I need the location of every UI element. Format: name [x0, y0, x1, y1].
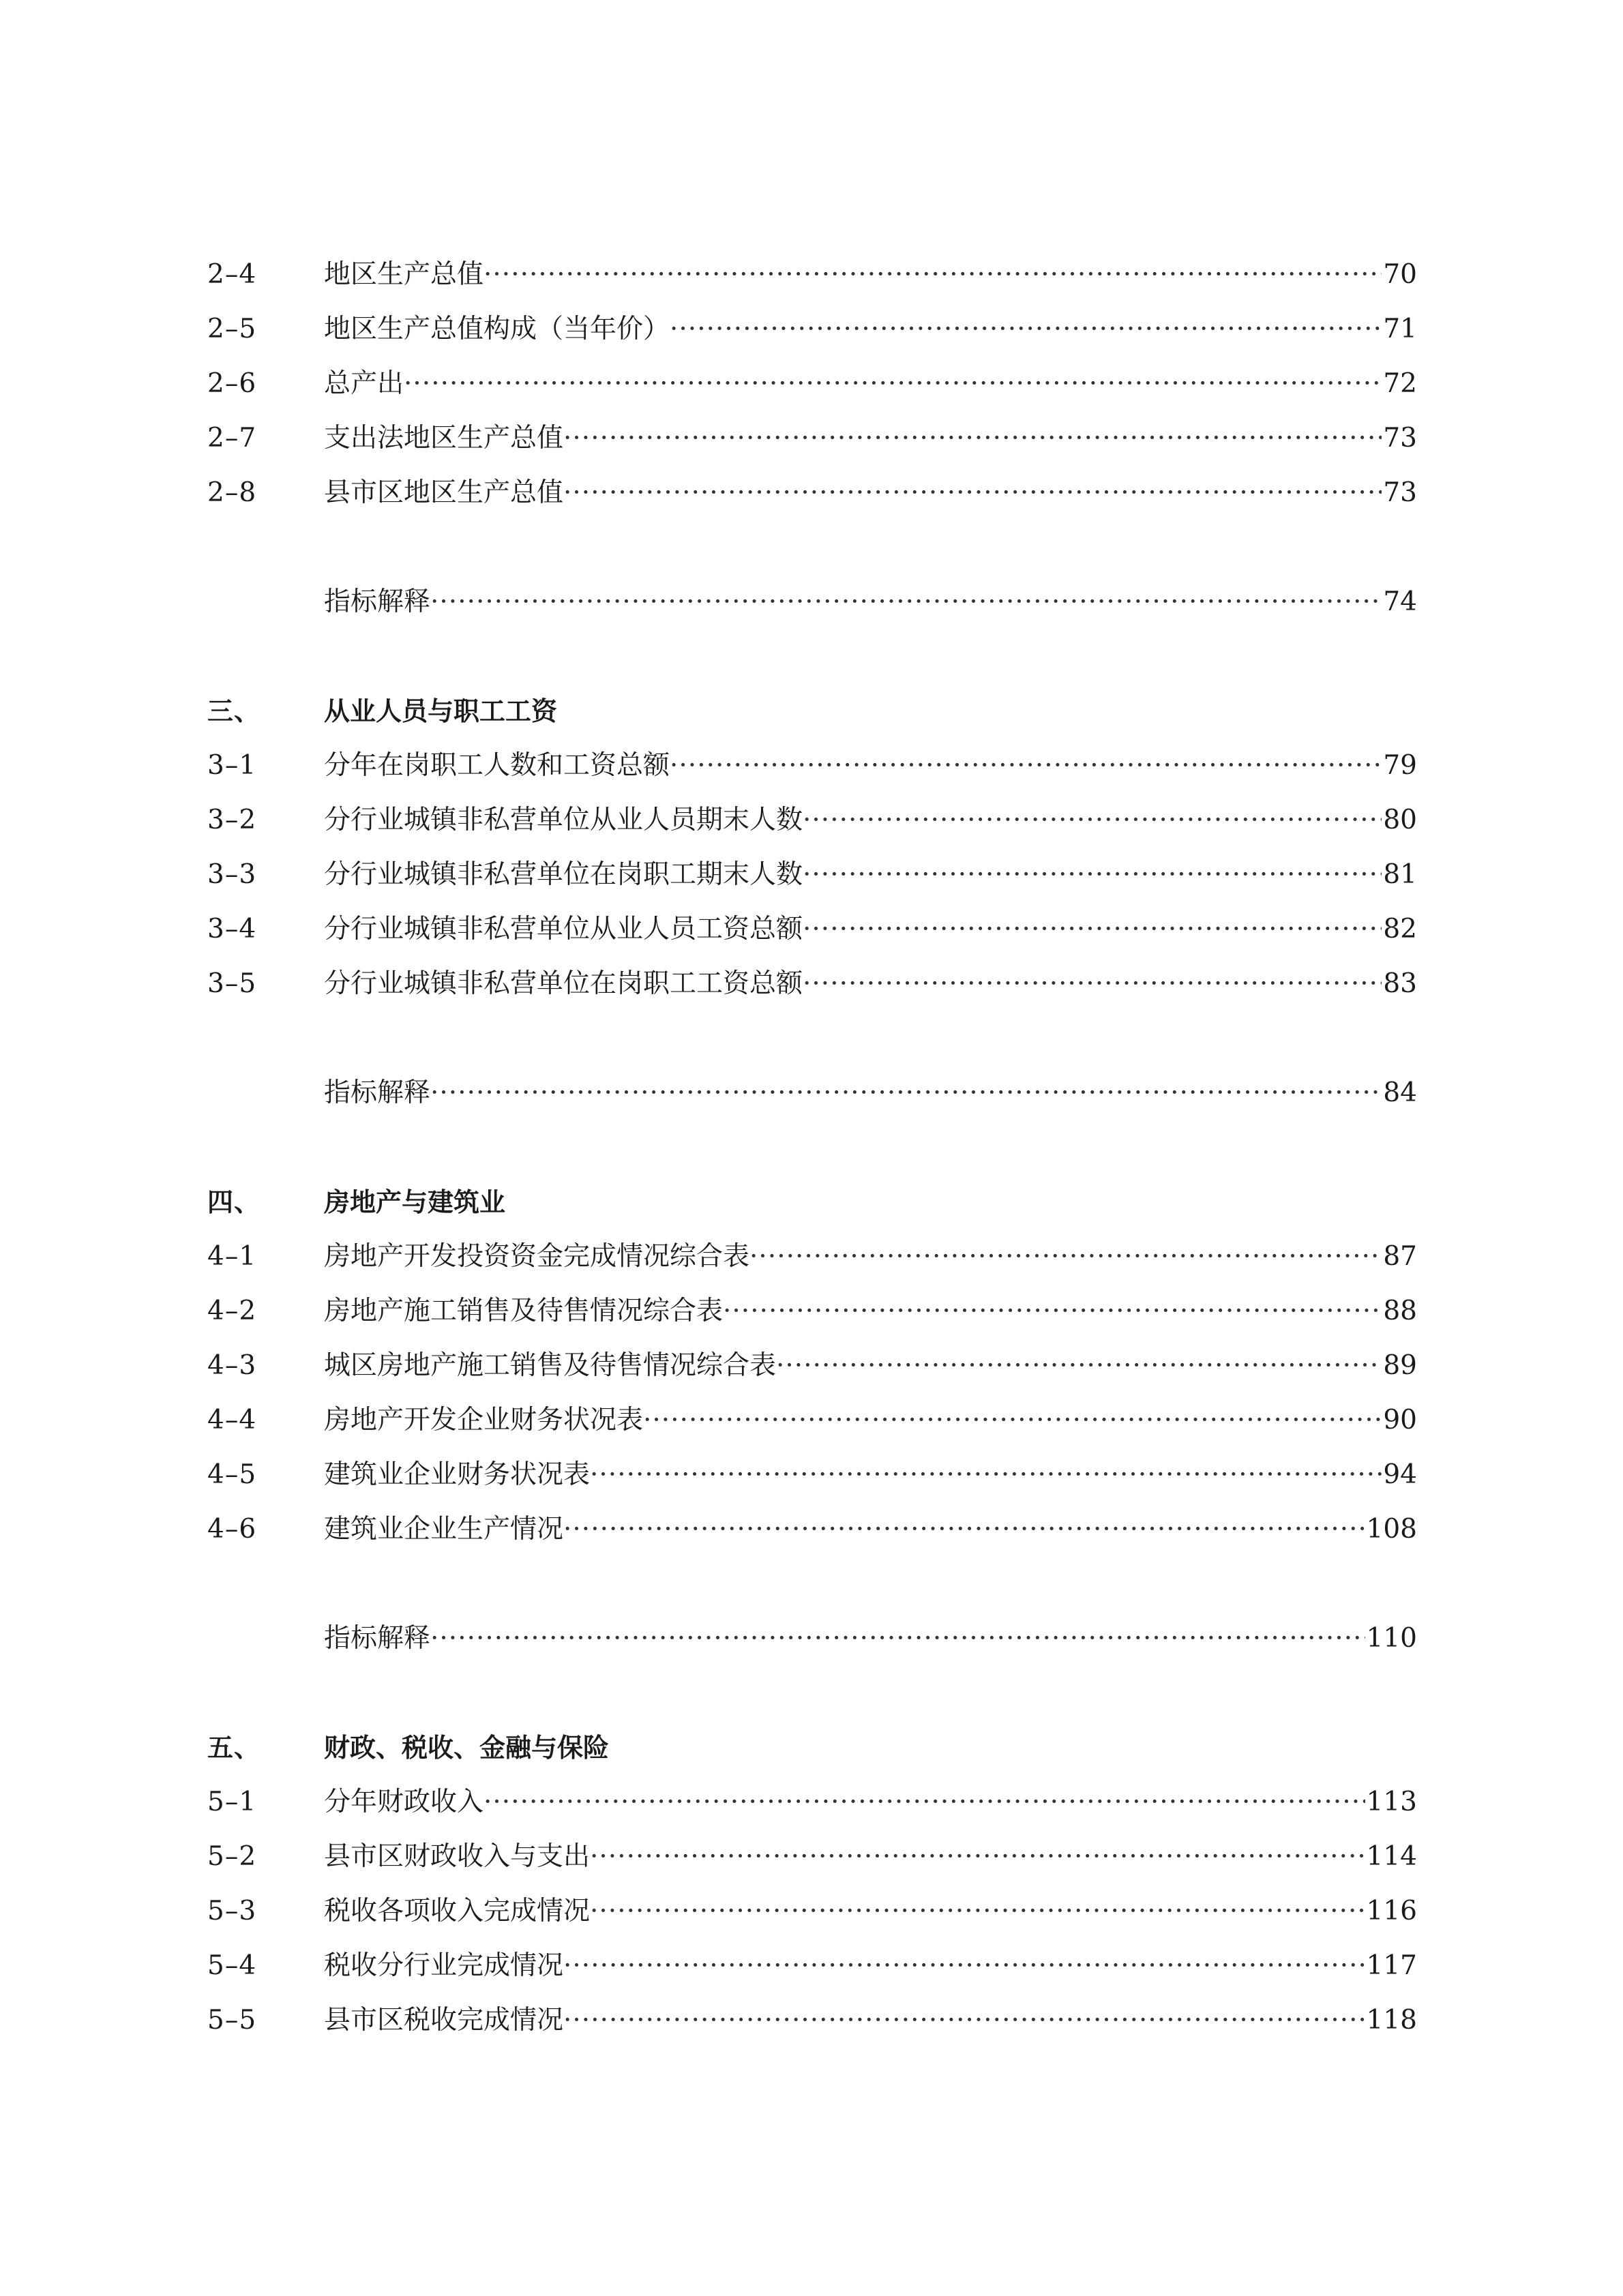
toc-entry-4-3[interactable]	[0, 1339, 1623, 1393]
dot-leader	[803, 848, 1382, 902]
entry-page-number: 88	[1383, 1296, 1417, 1326]
entry-page-number: 116	[1366, 1896, 1417, 1926]
toc-entry-indicator-explanation[interactable]	[0, 1611, 1623, 1666]
dot-leader	[670, 739, 1382, 793]
entry-page-number: 113	[1366, 1787, 1417, 1817]
dot-leader	[563, 411, 1382, 466]
toc-entry-4-1[interactable]	[0, 1229, 1623, 1284]
toc-entry-3-1[interactable]	[0, 739, 1623, 793]
entry-page-number: 81	[1383, 859, 1417, 890]
section-heading-3[interactable]	[0, 684, 1623, 739]
entry-title: 建筑业企业生产情况	[324, 1514, 564, 1545]
entry-page-number: 79	[1383, 750, 1417, 781]
entry-page-number: 72	[1383, 368, 1417, 399]
entry-number: 2–8	[207, 477, 257, 508]
entry-title: 指标解释	[324, 1077, 431, 1108]
dot-leader	[723, 1284, 1382, 1339]
dot-leader	[563, 466, 1382, 520]
toc-entry-3-3[interactable]	[0, 848, 1623, 902]
entry-number: 4–3	[207, 1350, 257, 1381]
toc-entry-indicator-explanation[interactable]	[0, 1066, 1623, 1120]
dot-leader	[563, 1502, 1365, 1557]
entry-title: 分行业城镇非私营单位从业人员工资总额	[324, 914, 803, 944]
toc-entry-4-5[interactable]	[0, 1448, 1623, 1502]
section-title: 房地产与建筑业	[324, 1187, 506, 1217]
toc-entry-3-2[interactable]	[0, 793, 1623, 848]
entry-title: 城区房地产施工销售及待售情况综合表	[324, 1350, 777, 1381]
entry-title: 地区生产总值构成（当年价）	[324, 314, 670, 344]
entry-title: 房地产开发企业财务状况表	[324, 1405, 644, 1435]
entry-page-number: 73	[1383, 423, 1417, 453]
entry-title: 房地产施工销售及待售情况综合表	[324, 1296, 724, 1326]
entry-page-number: 80	[1383, 805, 1417, 835]
entry-title: 指标解释	[324, 586, 431, 617]
entry-title: 地区生产总值	[324, 259, 484, 290]
section-number: 五、	[207, 1733, 261, 1763]
entry-title: 房地产开发投资资金完成情况综合表	[324, 1241, 750, 1272]
toc-entry-3-4[interactable]	[0, 902, 1623, 957]
entry-page-number: 117	[1366, 1950, 1417, 1981]
entry-page-number: 94	[1383, 1459, 1417, 1490]
dot-leader	[563, 1939, 1365, 1993]
entry-number: 2–7	[207, 423, 257, 453]
entry-title: 分行业城镇非私营单位在岗职工期末人数	[324, 859, 803, 890]
toc-entry-5-2[interactable]	[0, 1830, 1623, 1884]
dot-leader	[404, 357, 1382, 411]
entry-title: 建筑业企业财务状况表	[324, 1459, 591, 1490]
entry-number: 3–1	[207, 750, 257, 781]
entry-title: 县市区地区生产总值	[324, 477, 564, 508]
entry-number: 4–2	[207, 1296, 257, 1326]
entry-title: 分行业城镇非私营单位从业人员期末人数	[324, 805, 803, 835]
entry-number: 5–1	[207, 1787, 257, 1817]
toc-entry-2-5[interactable]	[0, 302, 1623, 357]
toc-entry-4-6[interactable]	[0, 1502, 1623, 1557]
section-heading-4[interactable]	[0, 1175, 1623, 1229]
toc-entry-2-4[interactable]	[0, 248, 1623, 302]
dot-leader	[590, 1830, 1365, 1884]
toc-entry-5-1[interactable]	[0, 1775, 1623, 1830]
entry-number: 2–4	[207, 259, 257, 290]
dot-leader	[590, 1448, 1382, 1502]
dot-leader	[590, 1884, 1365, 1939]
dot-leader	[430, 1066, 1382, 1120]
toc-entry-3-5[interactable]	[0, 957, 1623, 1011]
entry-page-number: 89	[1383, 1350, 1417, 1381]
toc-entry-indicator-explanation[interactable]	[0, 575, 1623, 629]
entry-number: 4–1	[207, 1241, 257, 1272]
entry-number: 4–4	[207, 1405, 257, 1435]
dot-leader	[483, 248, 1382, 302]
dot-leader	[803, 902, 1382, 957]
entry-number: 2–6	[207, 368, 257, 399]
entry-page-number: 82	[1383, 914, 1417, 944]
dot-leader	[563, 1993, 1365, 2048]
entry-title: 支出法地区生产总值	[324, 423, 564, 453]
entry-page-number: 84	[1383, 1077, 1417, 1108]
entry-page-number: 70	[1383, 259, 1417, 290]
toc-entry-4-4[interactable]	[0, 1393, 1623, 1448]
entry-number: 4–5	[207, 1459, 257, 1490]
toc-entry-2-6[interactable]	[0, 357, 1623, 411]
entry-title: 县市区财政收入与支出	[324, 1841, 591, 1872]
section-number: 四、	[207, 1187, 261, 1217]
entry-page-number: 110	[1366, 1623, 1417, 1654]
entry-title: 税收分行业完成情况	[324, 1950, 564, 1981]
section-title: 从业人员与职工工资	[324, 696, 558, 726]
entry-number: 5–3	[207, 1896, 257, 1926]
entry-title: 税收各项收入完成情况	[324, 1896, 591, 1926]
entry-number: 3–4	[207, 914, 257, 944]
entry-number: 4–6	[207, 1514, 257, 1545]
toc-entry-2-8[interactable]	[0, 466, 1623, 520]
entry-number: 5–4	[207, 1950, 257, 1981]
toc-entry-4-2[interactable]	[0, 1284, 1623, 1339]
entry-page-number: 90	[1383, 1405, 1417, 1435]
entry-title: 分行业城镇非私营单位在岗职工工资总额	[324, 968, 803, 999]
entry-title: 分年财政收入	[324, 1787, 484, 1817]
dot-leader	[803, 793, 1382, 848]
entry-number: 3–5	[207, 968, 257, 999]
entry-page-number: 83	[1383, 968, 1417, 999]
entry-page-number: 73	[1383, 477, 1417, 508]
entry-number: 3–2	[207, 805, 257, 835]
toc-entry-2-7[interactable]	[0, 411, 1623, 466]
entry-title: 县市区税收完成情况	[324, 2005, 564, 2036]
toc-entry-5-5[interactable]	[0, 1993, 1623, 2048]
dot-leader	[776, 1339, 1382, 1393]
toc-entry-5-4[interactable]	[0, 1939, 1623, 1993]
entry-page-number: 87	[1383, 1241, 1417, 1272]
entry-page-number: 71	[1383, 314, 1417, 344]
entry-title: 指标解释	[324, 1623, 431, 1654]
entry-page-number: 114	[1366, 1841, 1417, 1872]
entry-title: 总产出	[324, 368, 404, 399]
entry-page-number: 118	[1366, 2005, 1417, 2036]
entry-page-number: 74	[1383, 586, 1417, 617]
entry-number: 3–3	[207, 859, 257, 890]
dot-leader	[483, 1775, 1365, 1830]
dot-leader	[643, 1393, 1382, 1448]
dot-leader	[430, 575, 1382, 629]
dot-leader	[670, 302, 1382, 357]
entry-number: 5–5	[207, 2005, 257, 2036]
dot-leader	[749, 1229, 1382, 1284]
entry-number: 2–5	[207, 314, 257, 344]
toc-entry-5-3[interactable]	[0, 1884, 1623, 1939]
section-title: 财政、税收、金融与保险	[324, 1733, 610, 1763]
entry-number: 5–2	[207, 1841, 257, 1872]
entry-page-number: 108	[1366, 1514, 1417, 1545]
dot-leader	[803, 957, 1382, 1011]
section-heading-5[interactable]	[0, 1720, 1623, 1775]
section-number: 三、	[207, 696, 261, 726]
entry-title: 分年在岗职工人数和工资总额	[324, 750, 670, 781]
dot-leader	[430, 1611, 1365, 1666]
